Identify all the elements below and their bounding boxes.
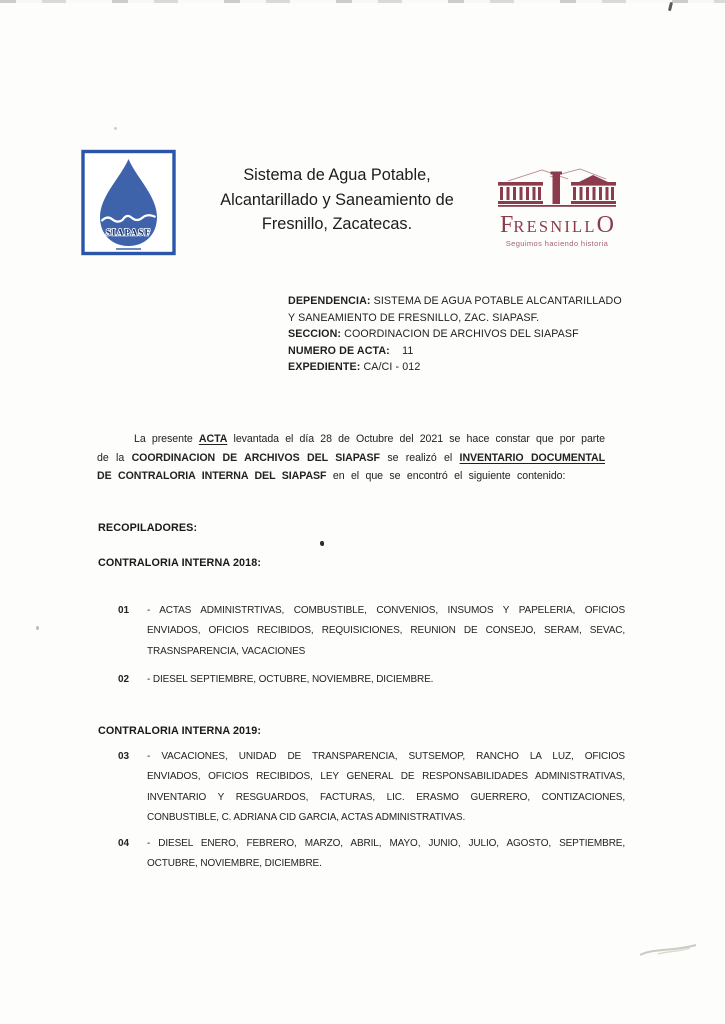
title-line: Sistema de Agua Potable, (243, 166, 431, 184)
text-line: OCTUBRE, NOVIEMBRE, DICIEMBRE. (147, 858, 322, 870)
text-segment: en el que se encontró el siguiente contenido: (326, 470, 566, 482)
text-line (97, 430, 605, 449)
wordmark-initial: F (500, 212, 514, 238)
text-segment: levantada el día 28 de Octubre del 2021 se hace constar que por parte (227, 433, 605, 445)
logo-fine-print (116, 248, 141, 250)
item-text (147, 670, 625, 690)
text-line (288, 310, 644, 327)
text-segment: DE CONTRALORIA INTERNA DEL SIAPASF (97, 470, 327, 482)
inventory-item-01 (118, 601, 628, 662)
inventory-item-04 (118, 834, 628, 875)
text-line: TRASNSPARENCIA, VACACIONES (147, 645, 306, 657)
text-segment: de la (97, 451, 132, 464)
item-text (147, 601, 625, 662)
item-number: 03 (118, 751, 129, 762)
text-line (288, 343, 644, 360)
text-line (288, 293, 644, 310)
contraloria-2018-heading: CONTRALORIA INTERNA 2018: (98, 557, 262, 569)
siapasf-drop-icon (80, 149, 177, 257)
item-text (147, 747, 625, 828)
text-line: INVENTARIO Y RESGUARDOS, FACTURAS, LIC. ERASMO GUERRERO, CONTIZACIONES, (147, 791, 625, 803)
inventory-item-03 (118, 747, 628, 828)
text-line (97, 467, 605, 486)
scan-artifact-mark (668, 2, 673, 11)
fresnillo-tagline: Seguimos haciendo historia (505, 239, 609, 248)
text-segment: COORDINACION DE ARCHIVOS DEL SIAPASF (131, 451, 380, 464)
text-line: - ACTAS ADMINISTRTIVAS, COMBUSTIBLE, CONVENIOS, INSUMOS Y PAPELERIA, OFICIOS (147, 605, 625, 616)
text-line (288, 359, 644, 376)
text-segment: SISTEMA DE AGUA POTABLE ALCANTARILLADO (370, 295, 622, 307)
intro-paragraph (97, 430, 605, 486)
text-line (288, 326, 644, 343)
pencil-scribble-mark (638, 942, 700, 958)
item-number: 01 (118, 605, 129, 616)
text-line: ENVIADOS, OFICIOS RECIBIDOS, REQUISICIONES, REUNION DE CONSEJO, SERAM, SEVAC, (147, 625, 625, 637)
text-line: ENVIADOS, OFICIOS RECIBIDOS, LEY GENERAL DE RESPONSABILIDADES ADMINISTRATIVAS, (147, 771, 625, 783)
wordmark-middle: RESNILL (513, 217, 597, 236)
siapasf-logo (80, 149, 177, 257)
text-segment: 11 (389, 344, 414, 357)
contraloria-2019-heading: CONTRALORIA INTERNA 2019: (98, 725, 262, 737)
item-number: 04 (118, 838, 129, 849)
text-line: - DIESEL SEPTIEMBRE, OCTUBRE, NOVIEMBRE, DICIEMBRE. (147, 674, 434, 685)
text-segment: Y SANEAMIENTO DE FRESNILLO, ZAC. SIAPASF. (288, 311, 540, 324)
text-segment: NUMERO DE ACTA: (288, 344, 390, 357)
text-segment: COORDINACION DE ARCHIVOS DEL SIAPASF (341, 328, 579, 340)
text-segment: DEPENDENCIA: (288, 295, 371, 307)
ink-dot-mark (320, 541, 324, 546)
title-line: Alcantarillado y Saneamiento de (220, 190, 454, 209)
fresnillo-building-icon (492, 166, 622, 210)
text-line: - VACACIONES, UNIDAD DE TRANSPARENCIA, SUTSEMOP, RANCHO LA LUZ, OFICIOS (147, 751, 625, 762)
document-title (181, 163, 493, 237)
text-segment: La presente (134, 433, 199, 445)
title-line: Fresnillo, Zacatecas. (261, 215, 413, 234)
inventory-item-02 (118, 670, 628, 690)
scan-speck (114, 127, 117, 130)
siapasf-logo-text: SIAPASF (105, 227, 152, 238)
text-segment: SECCION: (288, 328, 342, 340)
fresnillo-logo (492, 166, 622, 248)
scan-artifact-top-edge (0, 0, 725, 3)
item-text (147, 834, 625, 875)
recopiladores-heading: RECOPILADORES: (98, 522, 198, 534)
wordmark-final: O (596, 212, 614, 238)
text-line: CONBUSTIBLE, C. ADRIANA CID GARCIA, ACTAS ADMINISTRATIVAS. (147, 811, 466, 823)
text-segment: CA/CI - 012 (360, 361, 421, 373)
text-line: - DIESEL ENERO, FEBRERO, MARZO, ABRIL, MAYO, JUNIO, JULIO, AGOSTO, SEPTIEMBRE, (147, 838, 625, 849)
text-segment: se realizó el (379, 451, 460, 464)
fresnillo-wordmark (492, 214, 622, 238)
text-segment: INVENTARIO DOCUMENTAL (459, 451, 605, 464)
scan-speck (36, 626, 39, 630)
document-meta-block (288, 293, 644, 376)
text-segment: EXPEDIENTE: (288, 361, 361, 373)
item-number: 02 (118, 674, 129, 685)
text-line (97, 449, 605, 468)
text-segment: ACTA (198, 433, 228, 445)
